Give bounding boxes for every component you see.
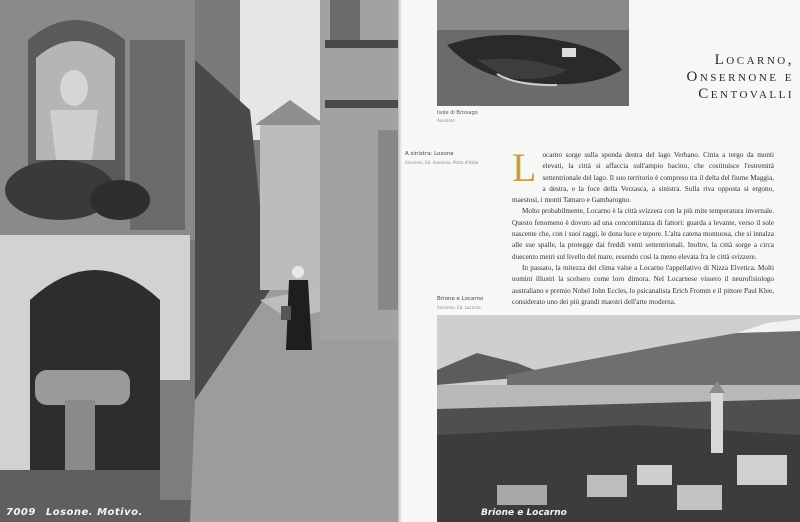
- caption-number: 7009: [6, 507, 36, 518]
- brione-locarno-photo: [437, 315, 800, 522]
- right-page: [400, 0, 800, 522]
- article-body: [512, 145, 774, 308]
- paragraph-2: Molto probabilmente, Locarno è la città svizzera con la più mite temperatura invernale. Questo fenomeno è dovuto ad una concomitanza di fattori: guarda a levante, verso il sole nascente che, con i suoi raggi, le dona luce e tepore. L'alta catena montuosa, che si innalza alle sue spalle, la protegge dai freddi venti settentrionali. Inoltre, la città sorge a circa duecento metri sul livello del mare, essendo così la meno elevata fra le città svizzere.: [512, 207, 774, 261]
- bottom-photo-caption: Brione e Locarno: [481, 508, 567, 518]
- left-photo-credit-title: A sinistra: Losone: [405, 151, 454, 157]
- paragraph-1-text: ocarno sorge sulla sponda destra del lago Verbano. Cinta a tergo da monti elevati, la città si affaccia sull'ampio bacino, che costituisce l'estremità settentrionale del lago. Il suo territorio è compreso tra il delta del fiume Maggia, a destra, e la foce della Verzasca, a sinistra. Sulla riva opposta si ergono, maestosi, i monti Tamaro e Gambarogno.: [512, 151, 774, 205]
- drop-cap: L: [512, 145, 537, 190]
- heading-line-1: Locarno,: [714, 52, 794, 68]
- paragraph-1: [512, 145, 774, 206]
- paragraph-3: In passato, la mitezza del clima valse a Locarno l'appellativo di Nizza Elvetica. Molti uomini illustri la scelsero come loro dimora. Nel Locarnese vissero il neurofisiologo australiano e premio Nobel John Eccles, lo psicanalista Erich Fromm e il pittore Paul Klee, considerato uno dei più grandi maestri dell'arte moderna.: [512, 263, 774, 306]
- brissago-islands-photo: [437, 0, 629, 106]
- left-page-caption: [6, 507, 143, 518]
- bottom-photo-credit-subtitle: Anonimo. Ed. Locarno: [437, 305, 481, 310]
- top-photo-caption-title: Isole di Brissago: [437, 110, 478, 116]
- heading-line-3: Centovalli: [698, 86, 794, 102]
- chapter-heading: [687, 52, 794, 103]
- bottom-photo-credit-title: Brione e Locarno: [437, 296, 484, 302]
- top-photo-caption-subtitle: Anonimo: [437, 118, 455, 123]
- caption-text: Losone. Motivo.: [45, 507, 143, 518]
- left-photo-credit-subtitle: Anonimo. Ed. Anonimo, Porta d'Italia: [405, 160, 479, 165]
- book-gutter: [398, 0, 402, 522]
- heading-line-2: Onsernone e: [686, 69, 794, 85]
